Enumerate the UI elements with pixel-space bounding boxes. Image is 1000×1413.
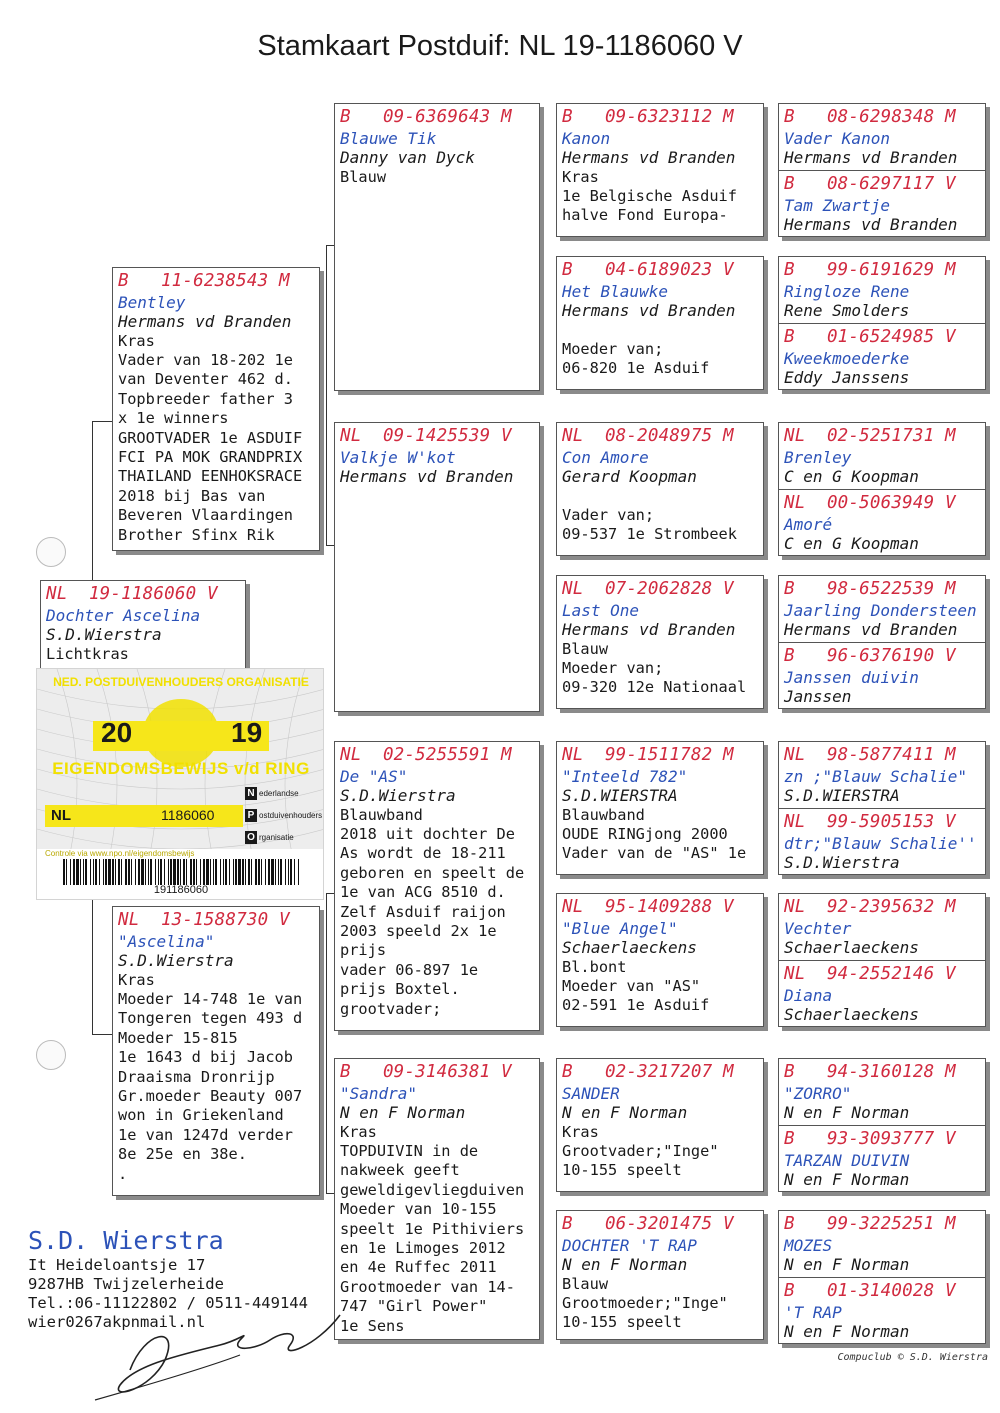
pedigree-card-gen5 [778, 256, 986, 390]
year-right: 19 [231, 717, 263, 748]
pigeon-name: Bentley [118, 293, 186, 312]
breeder: Hermans vd Branden [562, 148, 736, 167]
breeder: Hermans vd Branden [784, 215, 958, 234]
connector [92, 421, 112, 422]
breeder: S.D.Wierstra [118, 951, 234, 970]
pigeon-name: Ringloze Rene [784, 282, 910, 301]
org-line: N ederlandse [245, 787, 299, 800]
gen5-sire [779, 894, 985, 960]
gen5-dam [779, 1125, 985, 1191]
breeder: Hermans vd Branden [340, 467, 514, 486]
email: wier0267akpnmail.nl [28, 1313, 206, 1331]
country-code: NL [51, 807, 71, 824]
pedigree-card-sire [112, 267, 320, 551]
breeder: Hermans vd Branden [784, 620, 958, 639]
description: Kras TOPDUIVIN in de nakweek geeft geweldigevliegduiven Moeder van 10-155 speelt 1e Pithiviers en 1e Limoges 2012 en 4e Ruffec 2011 Grootmoeder van 14- 747 "Girl Power" 1e Sens [340, 1122, 525, 1335]
pedigree-card-sire-dam [334, 422, 540, 712]
pedigree-card-gen5 [778, 1058, 986, 1192]
certificate-header: NED. POSTDUIVENHOUDERS ORGANISATIE [53, 675, 309, 689]
pigeon-name: Jaarling Dondersteen [784, 601, 977, 620]
breeder: Schaerlaeckens [784, 938, 919, 957]
breeder: Gerard Koopman [562, 467, 697, 486]
description: Kras Vader van 18-202 1e van Deventer 462 d. Topbreeder father 3 x 1e winners GROOTVADER 1e ASDUIF FCI PA MOK GRANDPRIX THAILAND EENHOKSRACE 2018 bij Bas van Beveren Vlaardingen Brother Sfinx Rik [118, 331, 303, 544]
ring-number: NL 19-1186060 V [46, 584, 218, 604]
description: Blauwband OUDE RINGjong 2000 Vader van de "AS" 1e [562, 805, 747, 863]
connector [92, 1034, 112, 1035]
breeder: N en F Norman [562, 1255, 688, 1274]
pedigree-card-gen4 [556, 256, 764, 390]
ring-number: B 09-6369643 M [340, 107, 512, 127]
breeder: N en F Norman [340, 1103, 466, 1122]
breeder: N en F Norman [784, 1103, 910, 1122]
ring-number: B 09-6323112 M [562, 107, 734, 127]
gen5-dam [779, 170, 985, 236]
ring-number: B 94-3160128 M [784, 1062, 956, 1082]
breeder: N en F Norman [784, 1322, 910, 1341]
description: Blauw Moeder van; 09-320 12e Nationaal [562, 639, 747, 697]
pigeon-name: "Sandra" [340, 1084, 418, 1103]
pedigree-card-gen4 [556, 103, 764, 237]
address-city: 9287HB Twijzelerheide [28, 1275, 224, 1293]
pigeon-name: De "AS" [340, 767, 408, 786]
pigeon-name: Amoré [784, 515, 833, 534]
pigeon-name: "Ascelina" [118, 932, 215, 951]
pedigree-card-gen4 [556, 1210, 764, 1340]
breeder: Schaerlaeckens [562, 938, 697, 957]
pedigree-card-gen5 [778, 893, 986, 1027]
description: Bl.bont Moeder van "AS" 02-591 1e Asduif [562, 957, 710, 1015]
ring-number: NL 94-2552146 V [784, 964, 956, 984]
gen5-dam [779, 642, 985, 708]
address-street: It Heideloantsje 17 [28, 1256, 206, 1274]
ring-number: B 99-3225251 M [784, 1214, 956, 1234]
page-title: Stamkaart Postduif: NL 19-1186060 V [257, 30, 743, 62]
pedigree-card-gen4 [556, 575, 764, 709]
ring-number: B 09-3146381 V [340, 1062, 512, 1082]
gen5-dam [779, 960, 985, 1026]
pedigree-card-subject [40, 580, 246, 672]
phone: Tel.:06-11122802 / 0511-449144 [28, 1294, 308, 1312]
breeder: S.D.WIERSTRA [562, 786, 678, 805]
pigeon-name: dtr;"Blauw Schalie'' [784, 834, 977, 853]
certificate-label: EIGENDOMSBEWIJS v/d RING [52, 759, 310, 778]
certificate-footer: Controle via www.npo.nl/eigendomsbewijs [45, 849, 195, 858]
year-left: 20 [101, 717, 133, 748]
pedigree-card-dam [112, 906, 320, 1196]
pigeon-name: Valkje W'kot [340, 448, 456, 467]
gen5-sire [779, 1059, 985, 1125]
breeder: Danny van Dyck [340, 148, 475, 167]
pedigree-card-gen4 [556, 741, 764, 875]
ring-number: NL 99-5905153 V [784, 812, 956, 832]
pigeon-name: MOZES [784, 1236, 833, 1255]
pigeon-name: Vechter [784, 919, 852, 938]
pigeon-name: Blauwe Tik [340, 129, 437, 148]
pigeon-name: Dochter Ascelina [46, 606, 201, 625]
ownership-certificate [36, 668, 324, 900]
pigeon-name: Janssen duivin [784, 668, 919, 687]
pigeon-name: Con Amore [562, 448, 649, 467]
breeder: S.D.Wierstra [340, 786, 456, 805]
pigeon-name: Vader Kanon [784, 129, 890, 148]
gen5-dam [779, 489, 985, 555]
pigeon-name: Kweekmoederke [784, 349, 910, 368]
pigeon-name: Last One [562, 601, 640, 620]
ring-number: NL 98-5877411 M [784, 745, 956, 765]
description: Kras Moeder 14-748 1e van Tongeren tegen 493 d Moeder 15-815 1e 1643 d bij Jacob Draaisma Dronrijp Gr.moeder Beauty 007 won in Griekenland 1e van 1247d verder 8e 25e en 38e. . [118, 970, 303, 1183]
breeder: Hermans vd Branden [118, 312, 292, 331]
ring-number: B 04-6189023 V [562, 260, 734, 280]
pedigree-card-gen5 [778, 741, 986, 875]
description: Kras Grootvader;"Inge" 10-155 speelt [562, 1122, 719, 1180]
pigeon-name: DOCHTER 'T RAP [562, 1236, 697, 1255]
breeder: Hermans vd Branden [562, 620, 736, 639]
pedigree-card-gen5 [778, 575, 986, 709]
pedigree-card-gen4 [556, 893, 764, 1027]
ring-number: NL 00-5063949 V [784, 493, 956, 513]
description: Kras 1e Belgische Asduif halve Fond Europa- [562, 167, 737, 225]
pigeon-name: "Blue Angel" [562, 919, 678, 938]
pigeon-name: "ZORRO" [784, 1084, 852, 1103]
ring-number: NL 92-2395632 M [784, 897, 956, 917]
breeder: C en G Koopman [784, 467, 919, 486]
breeder: S.D.Wierstra [46, 625, 162, 644]
ring-number: B 06-3201475 V [562, 1214, 734, 1234]
breeder: C en G Koopman [784, 534, 919, 553]
pigeon-name: TARZAN DUIVIN [784, 1151, 910, 1170]
breeder: Hermans vd Branden [562, 301, 736, 320]
connector [92, 900, 93, 1035]
punch-hole [36, 537, 66, 567]
pigeon-name: Diana [784, 986, 833, 1005]
connector [92, 421, 93, 581]
ring-number: B 08-6298348 M [784, 107, 956, 127]
ring-number: 1186060 [161, 807, 215, 823]
ring-number: B 93-3093777 V [784, 1129, 956, 1149]
ring-number: B 99-6191629 M [784, 260, 956, 280]
ring-number: B 02-3217207 M [562, 1062, 734, 1082]
ring-number: NL 99-1511782 M [562, 745, 734, 765]
connector [326, 245, 327, 545]
connector [326, 893, 334, 894]
ring-number: B 11-6238543 M [118, 271, 290, 291]
gen5-sire [779, 423, 985, 489]
barcode-number: 191186060 [153, 884, 209, 896]
ring-number: NL 08-2048975 M [562, 426, 734, 446]
breeder: N en F Norman [784, 1255, 910, 1274]
pigeon-name: Het Blauwke [562, 282, 668, 301]
breeder: Eddy Janssens [784, 368, 910, 387]
ring-number: NL 07-2062828 V [562, 579, 734, 599]
connector [326, 545, 334, 546]
gen5-dam [779, 323, 985, 389]
gen5-sire [779, 257, 985, 323]
ring-number: NL 09-1425539 V [340, 426, 512, 446]
pedigree-card-dam-sire [334, 741, 540, 1031]
breeder: S.D.WIERSTRA [784, 786, 900, 805]
description: Blauwband 2018 uit dochter De As wordt de 18-211 geboren en speelt de 1e van ACG 8510 d. Zelf Asduif raijon 2003 speeld 2x 1e prijs vader 06-897 1e prijs Boxtel. grootvader; [340, 805, 525, 1018]
gen5-sire [779, 1211, 985, 1277]
pedigree-card-gen4 [556, 422, 764, 556]
gen5-sire [779, 576, 985, 642]
breeder: N en F Norman [562, 1103, 688, 1122]
pedigree-card-gen5 [778, 103, 986, 237]
ring-number: NL 95-1409288 V [562, 897, 734, 917]
fancier-name: S.D. Wierstra [28, 1226, 224, 1255]
description: Blauw [340, 167, 387, 186]
pigeon-name: 'T RAP [784, 1303, 842, 1322]
breeder: Schaerlaeckens [784, 1005, 919, 1024]
breeder: Rene Smolders [784, 301, 910, 320]
pedigree-card-dam-dam [334, 1058, 540, 1340]
ring-number: B 96-6376190 V [784, 646, 956, 666]
description: Lichtkras [46, 644, 129, 663]
gen5-dam [779, 1277, 985, 1343]
ring-number: B 01-3140028 V [784, 1281, 956, 1301]
breeder: Hermans vd Branden [784, 148, 958, 167]
pedigree-card-gen5 [778, 422, 986, 556]
breeder: Janssen [784, 687, 852, 706]
ring-number: NL 02-5255591 M [340, 745, 512, 765]
breeder: N en F Norman [784, 1170, 910, 1189]
description: Moeder van; 06-820 1e Asduif [562, 339, 710, 378]
pigeon-name: zn ;"Blauw Schalie" [784, 767, 968, 786]
gen5-sire [779, 742, 985, 808]
description: Blauw Grootmoeder;"Inge" 10-155 speelt [562, 1274, 728, 1332]
pigeon-name: Kanon [562, 129, 611, 148]
pedigree-card-gen4 [556, 1058, 764, 1192]
signature [90, 1290, 350, 1410]
pedigree-card-sire-sire [334, 103, 540, 391]
gen5-dam [779, 808, 985, 874]
ring-number: B 08-6297117 V [784, 174, 956, 194]
ring-number: NL 13-1588730 V [118, 910, 290, 930]
connector [326, 1193, 334, 1194]
connector [326, 245, 334, 246]
pedigree-card-gen5 [778, 1210, 986, 1344]
copyright: Compuclub © S.D. Wierstra [837, 1352, 988, 1363]
description: Vader van; 09-537 1e Strombeek [562, 505, 737, 544]
pigeon-name: "Inteeld 782" [562, 767, 688, 786]
pigeon-name: SANDER [562, 1084, 620, 1103]
breeder: S.D.Wierstra [784, 853, 900, 872]
connector [326, 893, 327, 1193]
ring-number: B 98-6522539 M [784, 579, 956, 599]
org-line: P ostduivenhouders [245, 809, 322, 822]
barcode [61, 859, 301, 885]
pigeon-name: Brenley [784, 448, 852, 467]
org-line: O rganisatie [245, 831, 294, 844]
punch-hole [36, 1040, 66, 1070]
pigeon-name: Tam Zwartje [784, 196, 890, 215]
ring-number: NL 02-5251731 M [784, 426, 956, 446]
gen5-sire [779, 104, 985, 170]
ring-number: B 01-6524985 V [784, 327, 956, 347]
